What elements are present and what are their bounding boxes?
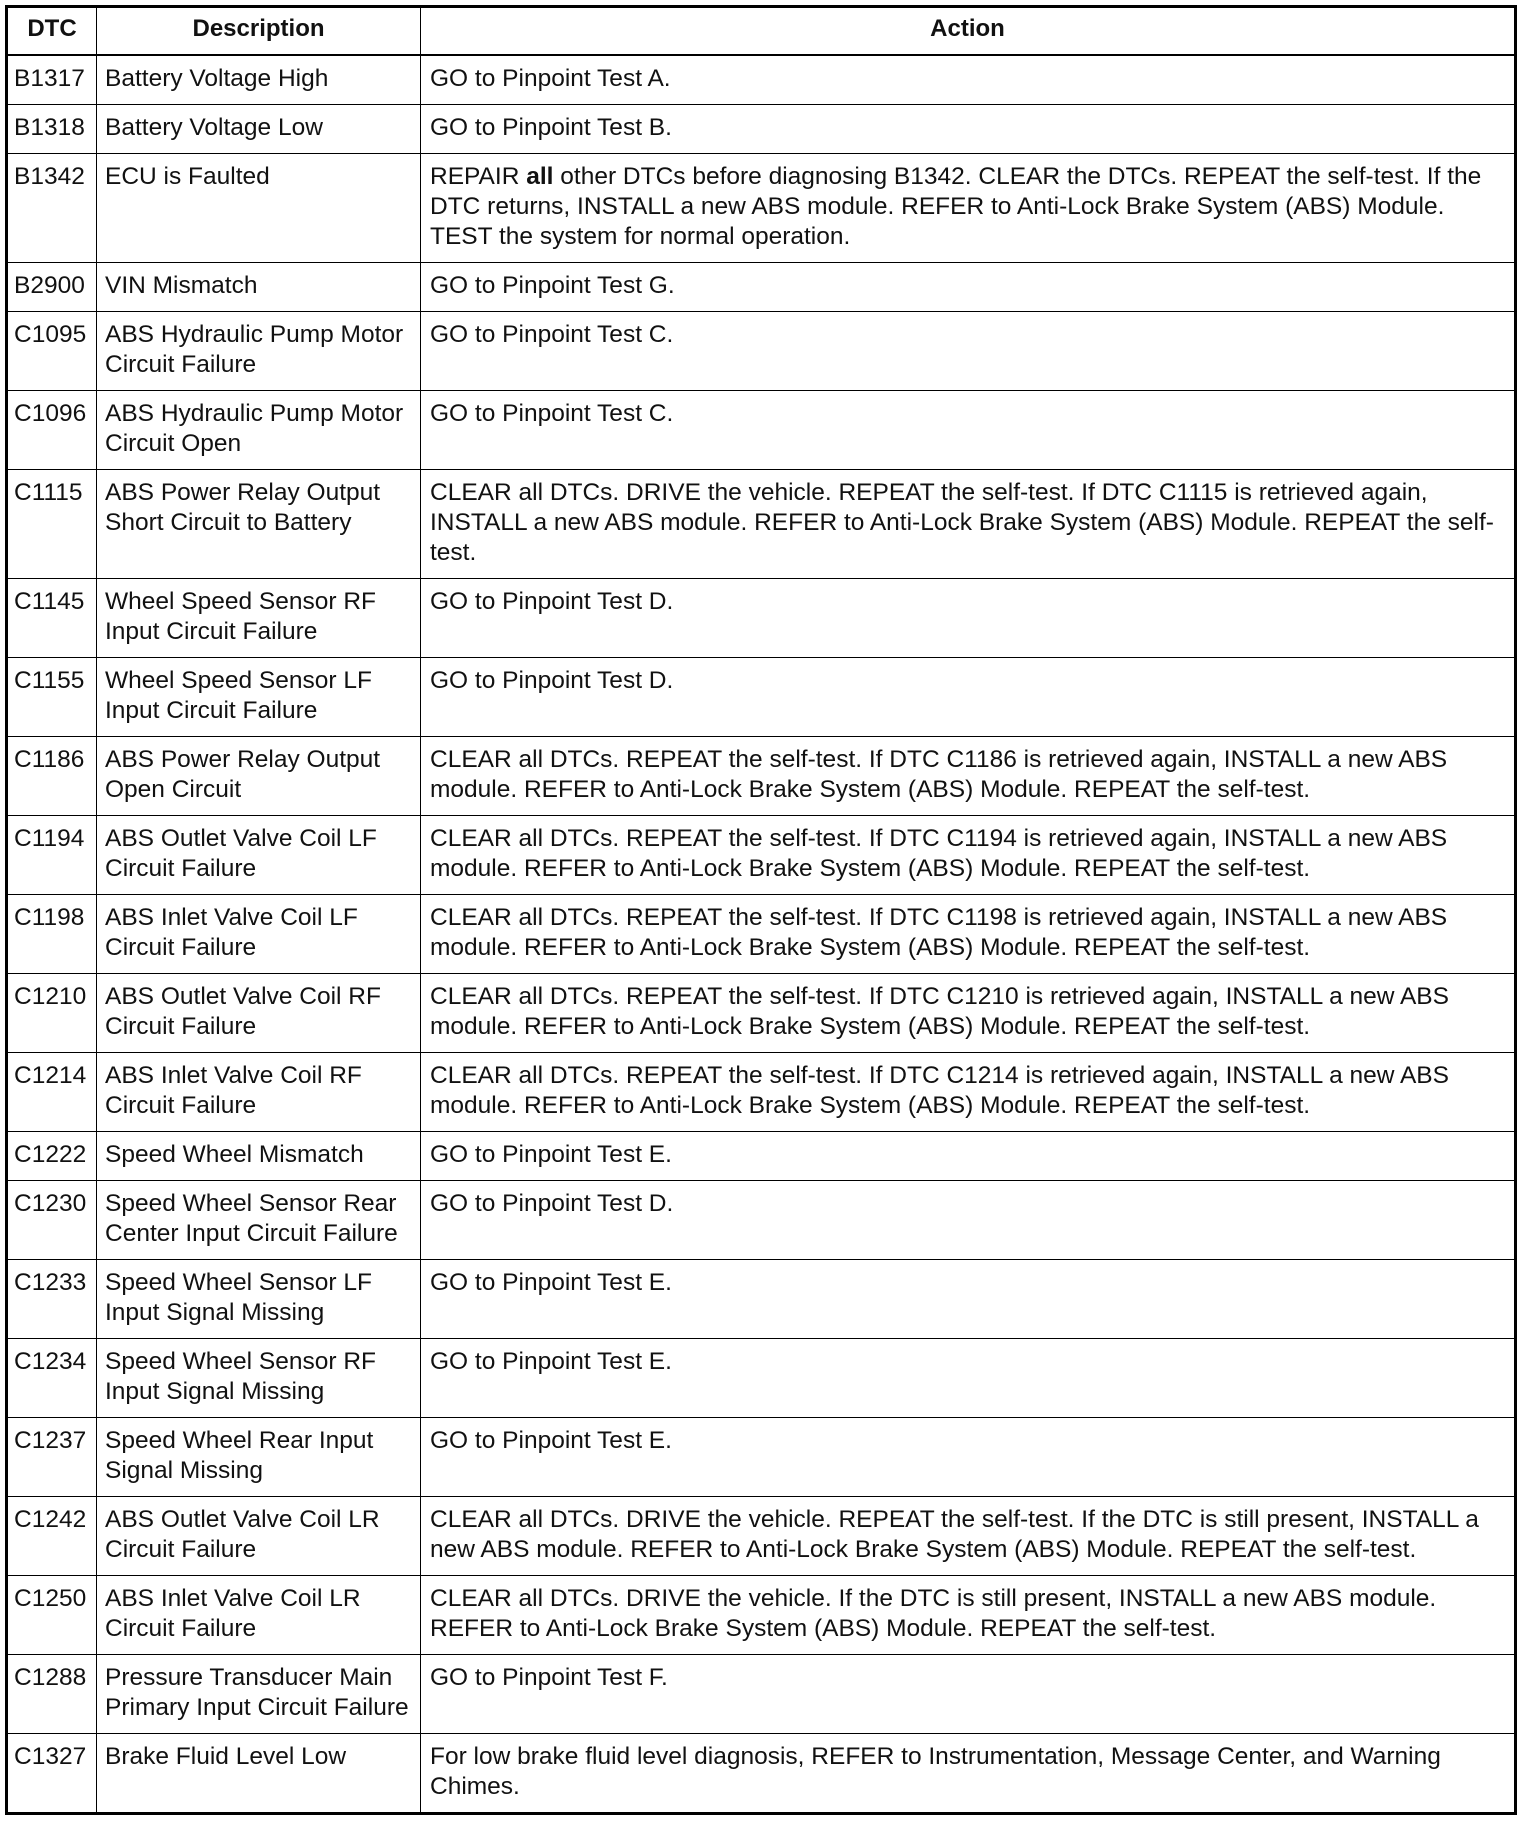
action-cell: GO to Pinpoint Test E. [421,1132,1516,1181]
action-cell: GO to Pinpoint Test D. [421,658,1516,737]
dtc-code-cell: C1198 [7,895,97,974]
description-cell: Wheel Speed Sensor RF Input Circuit Failure [97,579,421,658]
dtc-code-cell: C1234 [7,1339,97,1418]
table-row [7,263,1516,312]
table-row [7,658,1516,737]
table-row [7,737,1516,816]
dtc-code-cell: C1186 [7,737,97,816]
action-cell: GO to Pinpoint Test B. [421,105,1516,154]
header-dtc: DTC [7,7,97,56]
table-body [7,55,1516,1814]
description-cell: Brake Fluid Level Low [97,1734,421,1814]
action-cell: GO to Pinpoint Test C. [421,312,1516,391]
description-cell: ABS Outlet Valve Coil LR Circuit Failure [97,1497,421,1576]
description-cell: ABS Power Relay Output Open Circuit [97,737,421,816]
dtc-code-cell: C1214 [7,1053,97,1132]
description-cell: ABS Inlet Valve Coil LR Circuit Failure [97,1576,421,1655]
action-cell: CLEAR all DTCs. REPEAT the self-test. If DTC C1214 is retrieved again, INSTALL a new ABS module. REFER to Anti-Lock Brake System (ABS) Module. REPEAT the self-test. [421,1053,1516,1132]
description-cell: Battery Voltage Low [97,105,421,154]
table-row [7,55,1516,105]
action-text: other DTCs before diagnosing B1342. CLEAR the DTCs. REPEAT the self-test. If the DTC returns, INSTALL a new ABS module. REFER to Anti-Lock Brake System (ABS) Module. TEST the system for normal operation. [430,163,1482,250]
table-header [7,7,1516,56]
action-cell: GO to Pinpoint Test F. [421,1655,1516,1734]
action-cell: GO to Pinpoint Test E. [421,1260,1516,1339]
table-row [7,1132,1516,1181]
table-row [7,470,1516,579]
action-cell: CLEAR all DTCs. REPEAT the self-test. If DTC C1194 is retrieved again, INSTALL a new ABS module. REFER to Anti-Lock Brake System (ABS) Module. REPEAT the self-test. [421,816,1516,895]
dtc-code-cell: C1233 [7,1260,97,1339]
table-row [7,105,1516,154]
dtc-code-cell: C1222 [7,1132,97,1181]
action-cell: GO to Pinpoint Test D. [421,579,1516,658]
table-row [7,391,1516,470]
table-row [7,1655,1516,1734]
action-cell: CLEAR all DTCs. REPEAT the self-test. If DTC C1186 is retrieved again, INSTALL a new ABS module. REFER to Anti-Lock Brake System (ABS) Module. REPEAT the self-test. [421,737,1516,816]
table-row [7,1053,1516,1132]
description-cell: ABS Outlet Valve Coil RF Circuit Failure [97,974,421,1053]
action-cell: CLEAR all DTCs. REPEAT the self-test. If DTC C1210 is retrieved again, INSTALL a new ABS module. REFER to Anti-Lock Brake System (ABS) Module. REPEAT the self-test. [421,974,1516,1053]
table-row [7,974,1516,1053]
dtc-code-cell: C1327 [7,1734,97,1814]
description-cell: Speed Wheel Rear Input Signal Missing [97,1418,421,1497]
action-cell: CLEAR all DTCs. DRIVE the vehicle. If the DTC is still present, INSTALL a new ABS module. REFER to Anti-Lock Brake System (ABS) Module. REPEAT the self-test. [421,1576,1516,1655]
dtc-code-cell: C1237 [7,1418,97,1497]
dtc-code-cell: C1250 [7,1576,97,1655]
action-cell: GO to Pinpoint Test E. [421,1339,1516,1418]
table-row [7,154,1516,263]
table-row [7,1497,1516,1576]
dtc-code-cell: C1145 [7,579,97,658]
header-row [7,7,1516,56]
action-cell: GO to Pinpoint Test A. [421,55,1516,105]
table-row [7,1734,1516,1814]
table-row [7,1339,1516,1418]
description-cell: ABS Hydraulic Pump Motor Circuit Failure [97,312,421,391]
dtc-code-cell: C1210 [7,974,97,1053]
dtc-code-cell: C1155 [7,658,97,737]
description-cell: Speed Wheel Sensor RF Input Signal Missing [97,1339,421,1418]
description-cell: ABS Inlet Valve Coil LF Circuit Failure [97,895,421,974]
description-cell: ABS Inlet Valve Coil RF Circuit Failure [97,1053,421,1132]
description-cell: ABS Hydraulic Pump Motor Circuit Open [97,391,421,470]
table-row [7,816,1516,895]
description-cell: Wheel Speed Sensor LF Input Circuit Failure [97,658,421,737]
action-cell: GO to Pinpoint Test C. [421,391,1516,470]
dtc-code-cell: B1317 [7,55,97,105]
dtc-code-cell: C1230 [7,1181,97,1260]
dtc-code-cell: C1095 [7,312,97,391]
description-cell: ABS Power Relay Output Short Circuit to Battery [97,470,421,579]
description-cell: Speed Wheel Sensor LF Input Signal Missing [97,1260,421,1339]
table-row [7,1260,1516,1339]
action-cell: GO to Pinpoint Test D. [421,1181,1516,1260]
action-cell: GO to Pinpoint Test E. [421,1418,1516,1497]
table-row [7,579,1516,658]
action-cell: GO to Pinpoint Test G. [421,263,1516,312]
dtc-code-cell: C1242 [7,1497,97,1576]
table-row [7,1181,1516,1260]
table-row [7,1576,1516,1655]
description-cell: Battery Voltage High [97,55,421,105]
header-description: Description [97,7,421,56]
description-cell: Speed Wheel Sensor Rear Center Input Circuit Failure [97,1181,421,1260]
action-emphasis: all [526,163,554,190]
header-action: Action [421,7,1516,56]
action-cell: CLEAR all DTCs. DRIVE the vehicle. REPEAT the self-test. If the DTC is still present, INSTALL a new ABS module. REFER to Anti-Lock Brake System (ABS) Module. REPEAT the self-test. [421,1497,1516,1576]
description-cell: Speed Wheel Mismatch [97,1132,421,1181]
dtc-code-cell: B1342 [7,154,97,263]
table-row [7,895,1516,974]
table-row [7,1418,1516,1497]
dtc-code-cell: B1318 [7,105,97,154]
dtc-code-cell: C1096 [7,391,97,470]
table-row [7,312,1516,391]
action-cell: CLEAR all DTCs. REPEAT the self-test. If DTC C1198 is retrieved again, INSTALL a new ABS module. REFER to Anti-Lock Brake System (ABS) Module. REPEAT the self-test. [421,895,1516,974]
dtc-code-cell: B2900 [7,263,97,312]
dtc-table [5,5,1517,1815]
action-text: REPAIR [430,163,527,190]
description-cell: ECU is Faulted [97,154,421,263]
action-cell [421,154,1516,263]
description-cell: Pressure Transducer Main Primary Input Circuit Failure [97,1655,421,1734]
action-cell: CLEAR all DTCs. DRIVE the vehicle. REPEAT the self-test. If DTC C1115 is retrieved again, INSTALL a new ABS module. REFER to Anti-Lock Brake System (ABS) Module. REPEAT the self-test. [421,470,1516,579]
dtc-code-cell: C1194 [7,816,97,895]
description-cell: ABS Outlet Valve Coil LF Circuit Failure [97,816,421,895]
dtc-code-cell: C1288 [7,1655,97,1734]
dtc-code-cell: C1115 [7,470,97,579]
description-cell: VIN Mismatch [97,263,421,312]
action-cell: For low brake fluid level diagnosis, REFER to Instrumentation, Message Center, and Warning Chimes. [421,1734,1516,1814]
